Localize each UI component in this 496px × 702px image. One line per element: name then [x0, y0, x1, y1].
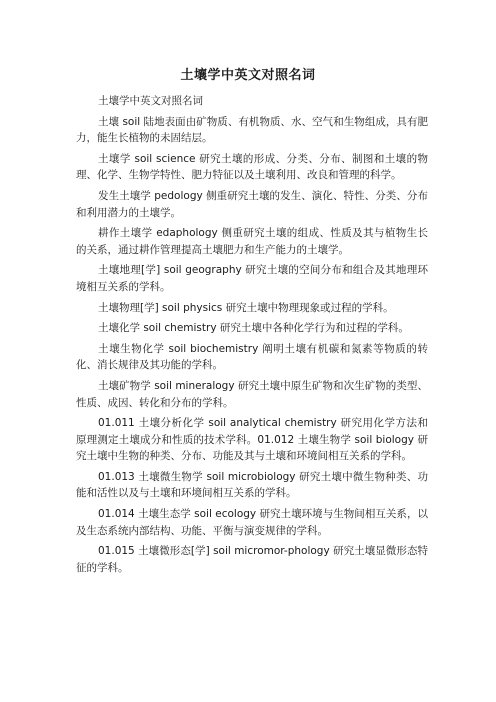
paragraph: 土壤物理[学] soil physics 研究土壤中物理现象或过程的学科。 — [98, 301, 394, 314]
paragraph: 土壤学 soil science 研究土壤的形成、分类、分布、制图和土壤的物理、化学、生物学特性、肥力特征以及土壤利用、改良和管理的科学。 — [76, 152, 428, 182]
paragraph: 发生土壤学 pedology 侧重研究土壤的发生、演化、特性、分类、分布和利用潜力的土壤学。 — [76, 189, 428, 219]
paragraph: 01.014 土壤生态学 soil ecology 研究土壤环境与生物间相互关系，以及生态系统内部结构、功能、平衡与演变规律的学科。 — [76, 508, 428, 537]
document-body — [76, 93, 428, 580]
paragraph: 土壤地理[学] soil geography 研究土壤的空间分布和组合及其地理环境相互关系的学科。 — [76, 264, 428, 293]
document-title: 土壤学中英文对照名词 — [180, 68, 316, 83]
paragraph: 土壤矿物学 soil mineralogy 研究土壤中原生矿物和次生矿物的类型、性质、成因、转化和分布的学科。 — [76, 379, 428, 409]
paragraph: 土壤生物化学 soil biochemistry 阐明土壤有机碳和氮素等物质的转化、消长规律及其功能的学科。 — [76, 342, 428, 372]
paragraph: 01.015 土壤微形态[学] soil micromor-phology 研究土壤显微形态特征的学科。 — [76, 545, 428, 574]
paragraph: 土壤学中英文对照名词 — [98, 95, 203, 107]
paragraph: 01.013 土壤微生物学 soil microbiology 研究土壤中微生物种类、功能和活性以及与土壤和环境间相互关系的学科。 — [76, 470, 428, 500]
paragraph: 土壤化学 soil chemistry 研究土壤中各种化学行为和过程的学科。 — [98, 322, 409, 335]
paragraph: 土壤 soil 陆地表面由矿物质、有机物质、水、空气和生物组成，具有肥力，能生长植物的未固结层。 — [76, 115, 428, 145]
paragraph: 01.011 土壤分析化学 soil analytical chemistry 研究用化学方法和原理测定土壤成分和性质的技术学科。01.012 土壤生物学 soil biology 研究土壤中生物的种类、分布、功能及其与土壤和环境间相互关系的学科。 — [76, 417, 428, 463]
paragraph: 耕作土壤学 edaphology 侧重研究土壤的组成、性质及其与植物生长的关系，通过耕作管理提高土壤肥力和生产能力的土壤学。 — [76, 227, 428, 256]
